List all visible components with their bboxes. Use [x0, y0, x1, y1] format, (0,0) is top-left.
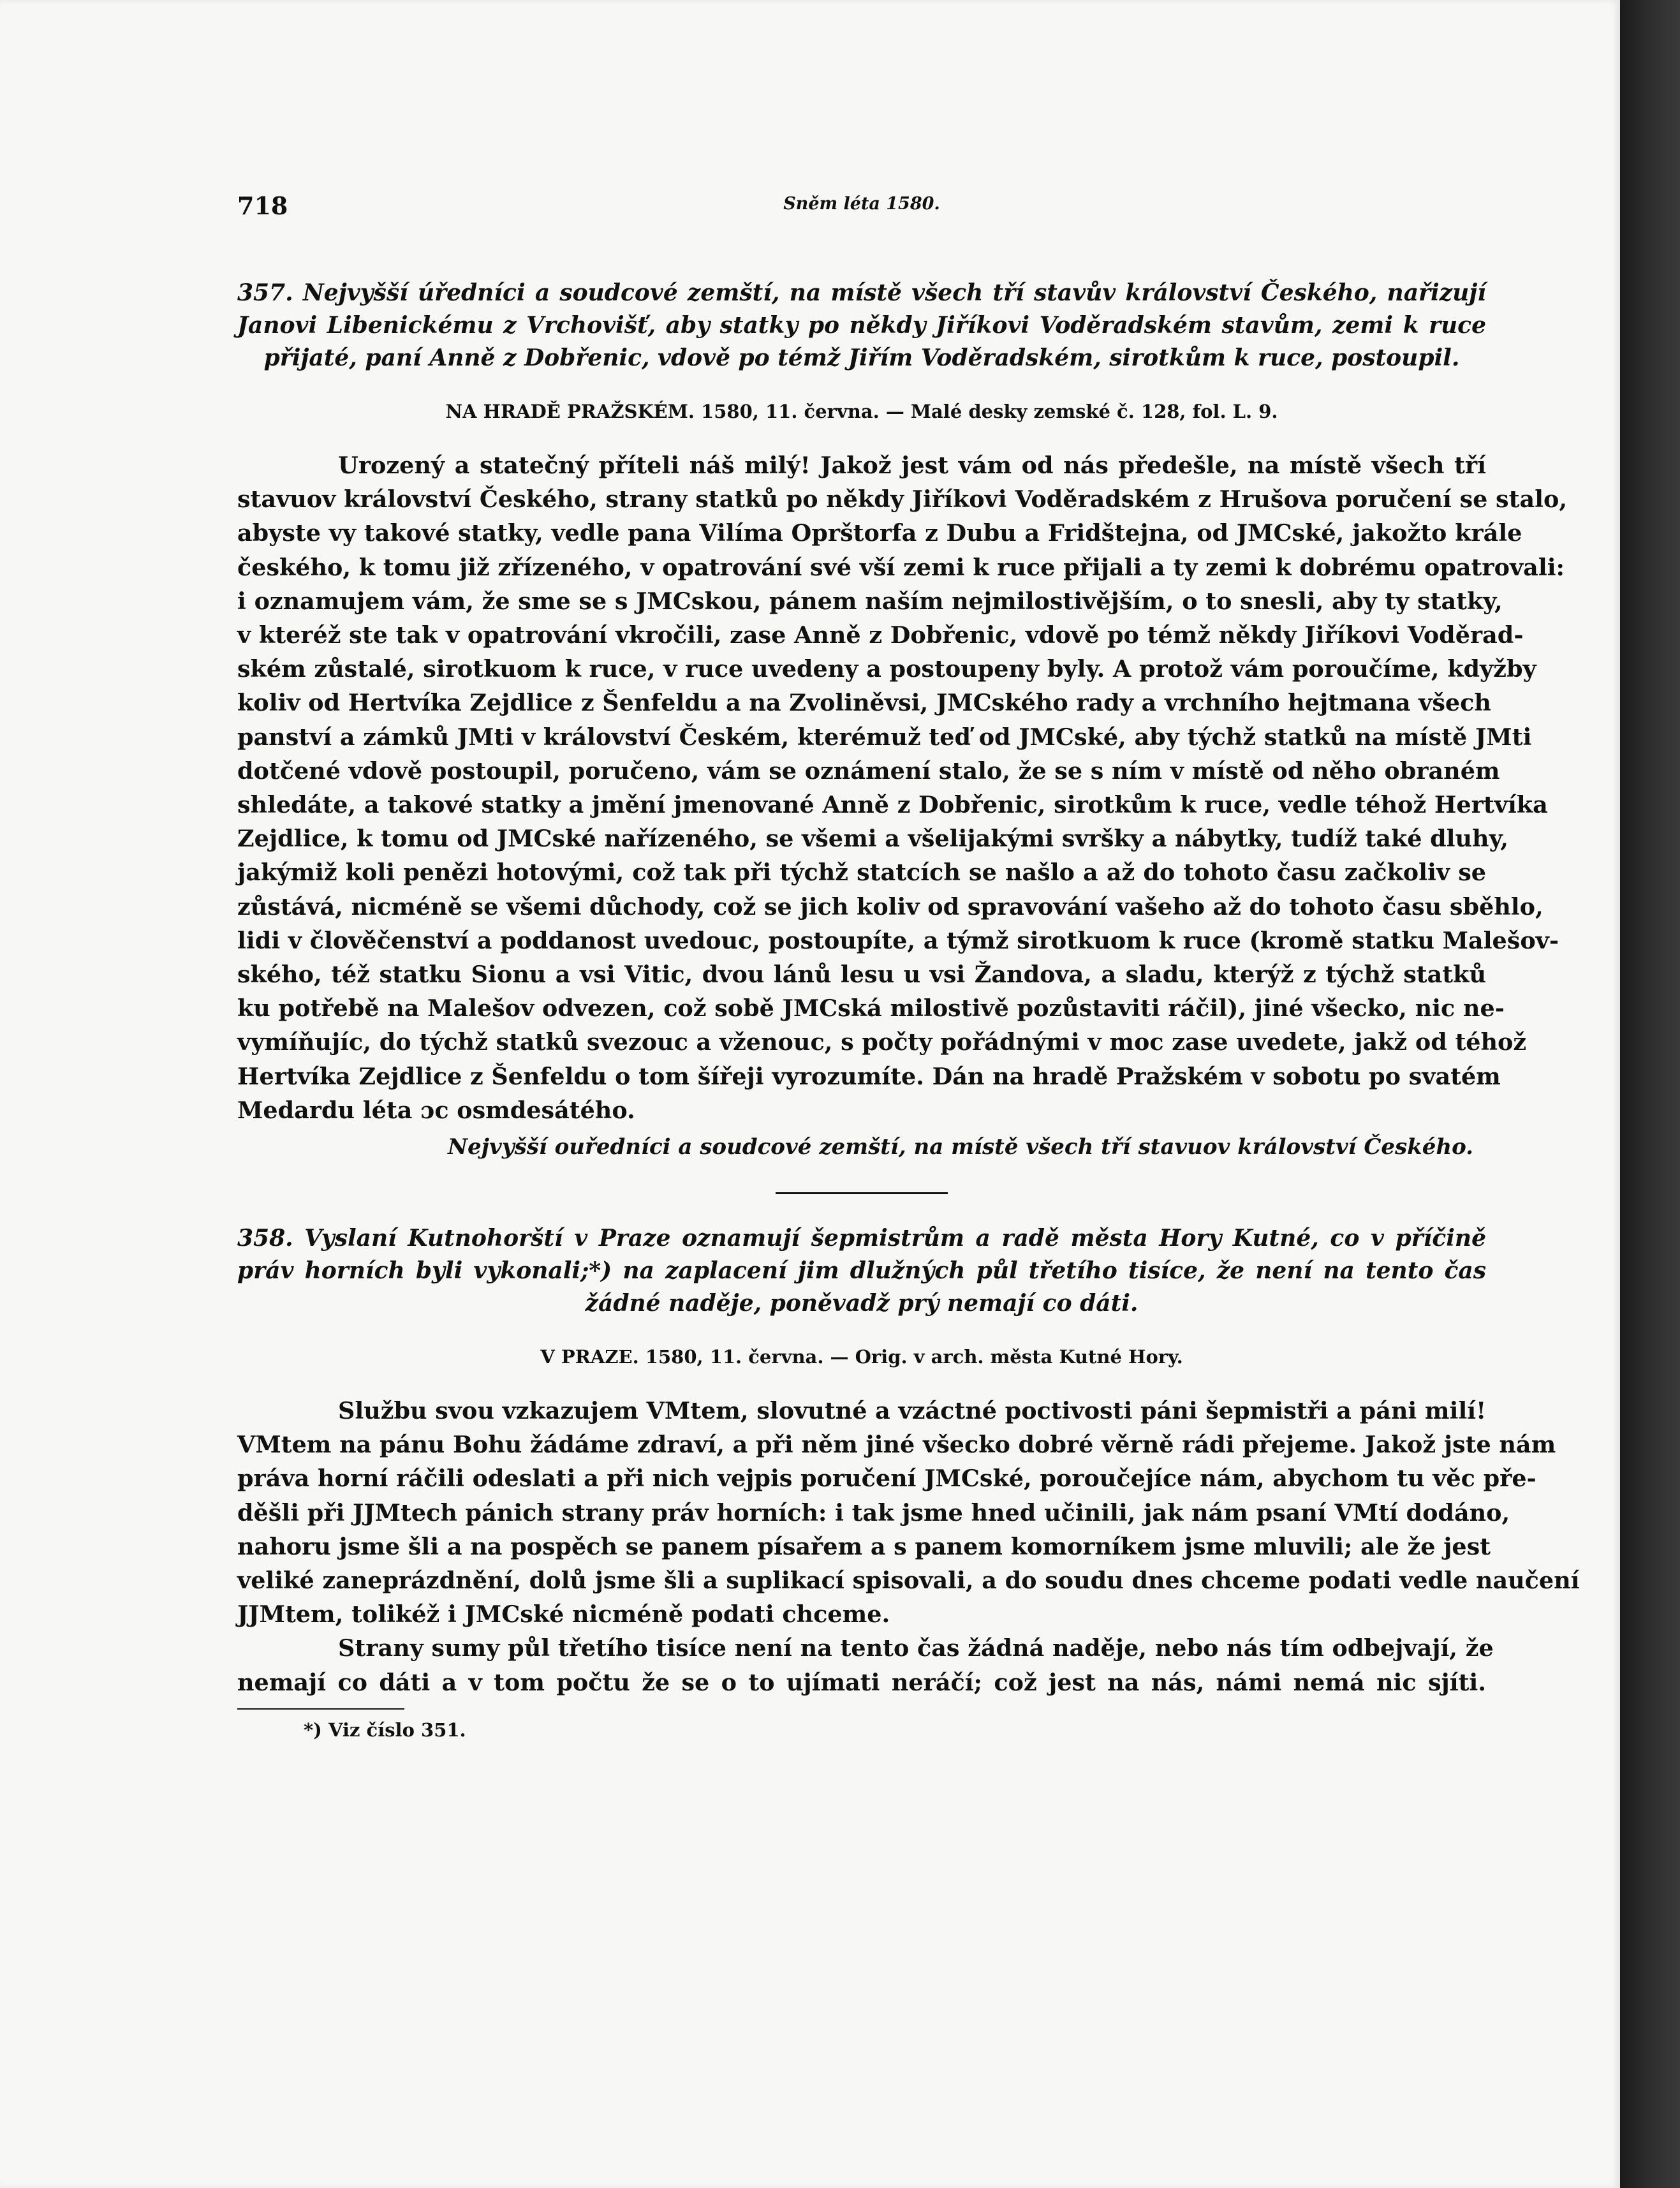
text-line: Medardu léta ɔc osmdesátého. [237, 1096, 635, 1124]
section-divider [776, 1192, 948, 1194]
text-line: Hertvíka Zejdlice z Šenfeldu o tom šířeji vyrozumíte. Dán na hradě Pražském v sobotu po svatém [237, 1062, 1501, 1090]
text-line: Zejdlice, k tomu od JMCské nařízeného, se všemi a všelijakými svršky a nábytky, tudíž také dluhy, [237, 825, 1509, 853]
source-note-357: NA HRADĚ PRAŽSKÉM. 1580, 11. června. — Malé desky zemské č. 128, fol. L. 9. [445, 401, 1278, 422]
regest-line: Libenickému z Vrchovišť, aby statky po někdy Jiříkovi Voděradském stavům, zemi k ruce přijaté, paní [263, 312, 1487, 371]
body-text-358-para-1 [237, 1394, 1580, 1631]
text-line: dotčené vdově postoupil, poručeno, vám se oznámení stalo, že se s ním v místě od něho obraném [237, 757, 1500, 785]
regest-line: Anně z Dobřenic, vdově po témž Jiřím Voděradském, sirotkům k ruce, postoupil. [429, 344, 1460, 371]
text-line: v kteréž ste tak v opatrování vkročili, zase Anně z Dobřenic, vdově po témž někdy Jiříkovi Voděrad- [237, 621, 1524, 649]
text-line: vymíňujíc, do týchž statků svezouc a vženouc, s počty pořádnými v moc zase uvedete, jakž od téhož [237, 1028, 1527, 1056]
text-line: ku potřebě na Malešov odvezen, což sobě JMCská milostivě pozůstaviti ráčil), jiné všecko, nic ne- [237, 994, 1505, 1023]
text-line: nemají co dáti a v tom počtu že se o to ujímati neráčí; což jest na nás, námi nemá nic sjíti. [237, 1668, 1486, 1696]
footnote: *) Viz číslo 351. [304, 1719, 466, 1741]
text-line: panství a zámků JMti v království Českém, kterémuž teď od JMCské, aby týchž statků na místě JMti [237, 723, 1532, 751]
regest-line: 357. Nejvyšší úředníci a soudcové zemští, na místě všech tří stavův království Českého, nařizují Janovi [237, 279, 1486, 339]
running-header [237, 191, 1486, 222]
document-357 [237, 277, 1568, 1163]
text-line: českého, k tomu již zřízeného, v opatrování své vší zemi k ruce přijali a ty zemi k dobrému opatrovali: [237, 553, 1565, 581]
page-edge-shadow [1620, 0, 1680, 2188]
regest-358 [237, 1222, 1486, 1320]
footnote-rule [237, 1708, 404, 1710]
regest-357 [237, 277, 1486, 374]
text-line: koliv od Hertvíka Zejdlice z Šenfeldu a na Zvoliněvsi, JMCského rady a vrchního hejtmana všech [237, 689, 1491, 717]
text-line: ském zůstalé, sirotkuom k ruce, v ruce uvedeny a postoupeny byly. A protož vám poroučíme, kdyžby [237, 655, 1536, 683]
text-line: VMtem na pánu Bohu žádáme zdraví, a při něm jiné všecko dobré věrně rádi přejeme. Jakož jste nám [237, 1431, 1556, 1459]
text-line: Strany sumy půl třetího tisíce není na tento čas žádná naděje, nebo nás tím odbejvají, že [338, 1634, 1494, 1662]
regest-line: 358. Vyslaní Kutnohorští v Praze oznamují šepmistrům a radě města Hory Kutné, co v příčině práv [237, 1225, 1486, 1285]
text-line: děšli při JJMtech pánich strany práv horních: i tak jsme hned učinili, jak nám psaní VMtí dodáno, [237, 1498, 1510, 1526]
text-line: JJMtem, tolikéž i JMCské nicméně podati chceme. [237, 1600, 890, 1629]
text-line: stavuov království Českého, strany statků po někdy Jiříkovi Voděradském z Hrušova poručení se stalo, [237, 485, 1568, 514]
source-note-358: V PRAZE. 1580, 11. června. — Orig. v arch. města Kutné Hory. [540, 1346, 1183, 1368]
text-line: jakýmiž koli penězi hotovými, což tak při týchž statcích se našlo a až do tohoto času začkoliv se [237, 859, 1486, 887]
page-number: 718 [237, 191, 288, 220]
regest-line: horních byli vykonali;*) na zaplacení jim dlužných půl třetího tisíce, že není na tento čas žádné naděje, [304, 1257, 1487, 1317]
text-line: nahoru jsme šli a na pospěch se panem písařem a s panem komorníkem jsme mluvili; ale že jest [237, 1532, 1491, 1560]
header-title: Sněm léta 1580. [783, 194, 940, 214]
text-line: lidi v člověčenství a poddanost uvedouc, postoupíte, a týmž sirotkuom k ruce (kromě statku Malešov- [237, 926, 1559, 954]
document-358 [237, 1222, 1580, 1743]
regest-line: poněvadž prý nemají co dáti. [769, 1290, 1138, 1317]
body-text-357 [237, 448, 1568, 1127]
text-line: ského, též statku Sionu a vsi Vitic, dvou lánů lesu u vsi Žandova, a sladu, kterýž z týchž statků [237, 961, 1486, 989]
text-line: i oznamujem vám, že sme se s JMCskou, pánem naším nejmilostivějším, o to snesli, aby ty statky, [237, 587, 1503, 615]
text-line: abyste vy takové statky, vedle pana Vilíma Oprštorfa z Dubu a Fridštejna, od JMCské, jakožto krále [237, 519, 1522, 547]
text-line: shledáte, a takové statky a jmění jmenované Anně z Dobřenic, sirotkům k ruce, vedle téhož Hertvíka [237, 791, 1548, 819]
text-line: Urozený a statečný příteli náš milý! Jakož jest vám od nás předešle, na místě všech tří [338, 452, 1486, 479]
signature-357: Nejvyšší ouředníci a soudcové zemští, na místě všech tří stavuov království Českého. [448, 1134, 1473, 1160]
text-line: veliké zaneprázdnění, dolů jsme šli a suplikací spisovali, a do soudu dnes chceme podati vedle naučení [237, 1567, 1580, 1595]
body-text-358-para-2 [237, 1631, 1494, 1699]
text-line: zůstává, nicméně se všemi důchody, což se jich koliv od spravování vašeho až do tohoto času sběhlo, [237, 892, 1544, 920]
text-line: práva horní ráčili odeslati a při nich vejpis poručení JMCské, poroučejíce nám, abychom tu věc pře- [237, 1465, 1536, 1493]
page-content [237, 191, 1580, 1743]
text-line: Službu svou vzkazujem VMtem, slovutné a vzáctné poctivosti páni šepmistři a páni milí! [338, 1397, 1487, 1425]
